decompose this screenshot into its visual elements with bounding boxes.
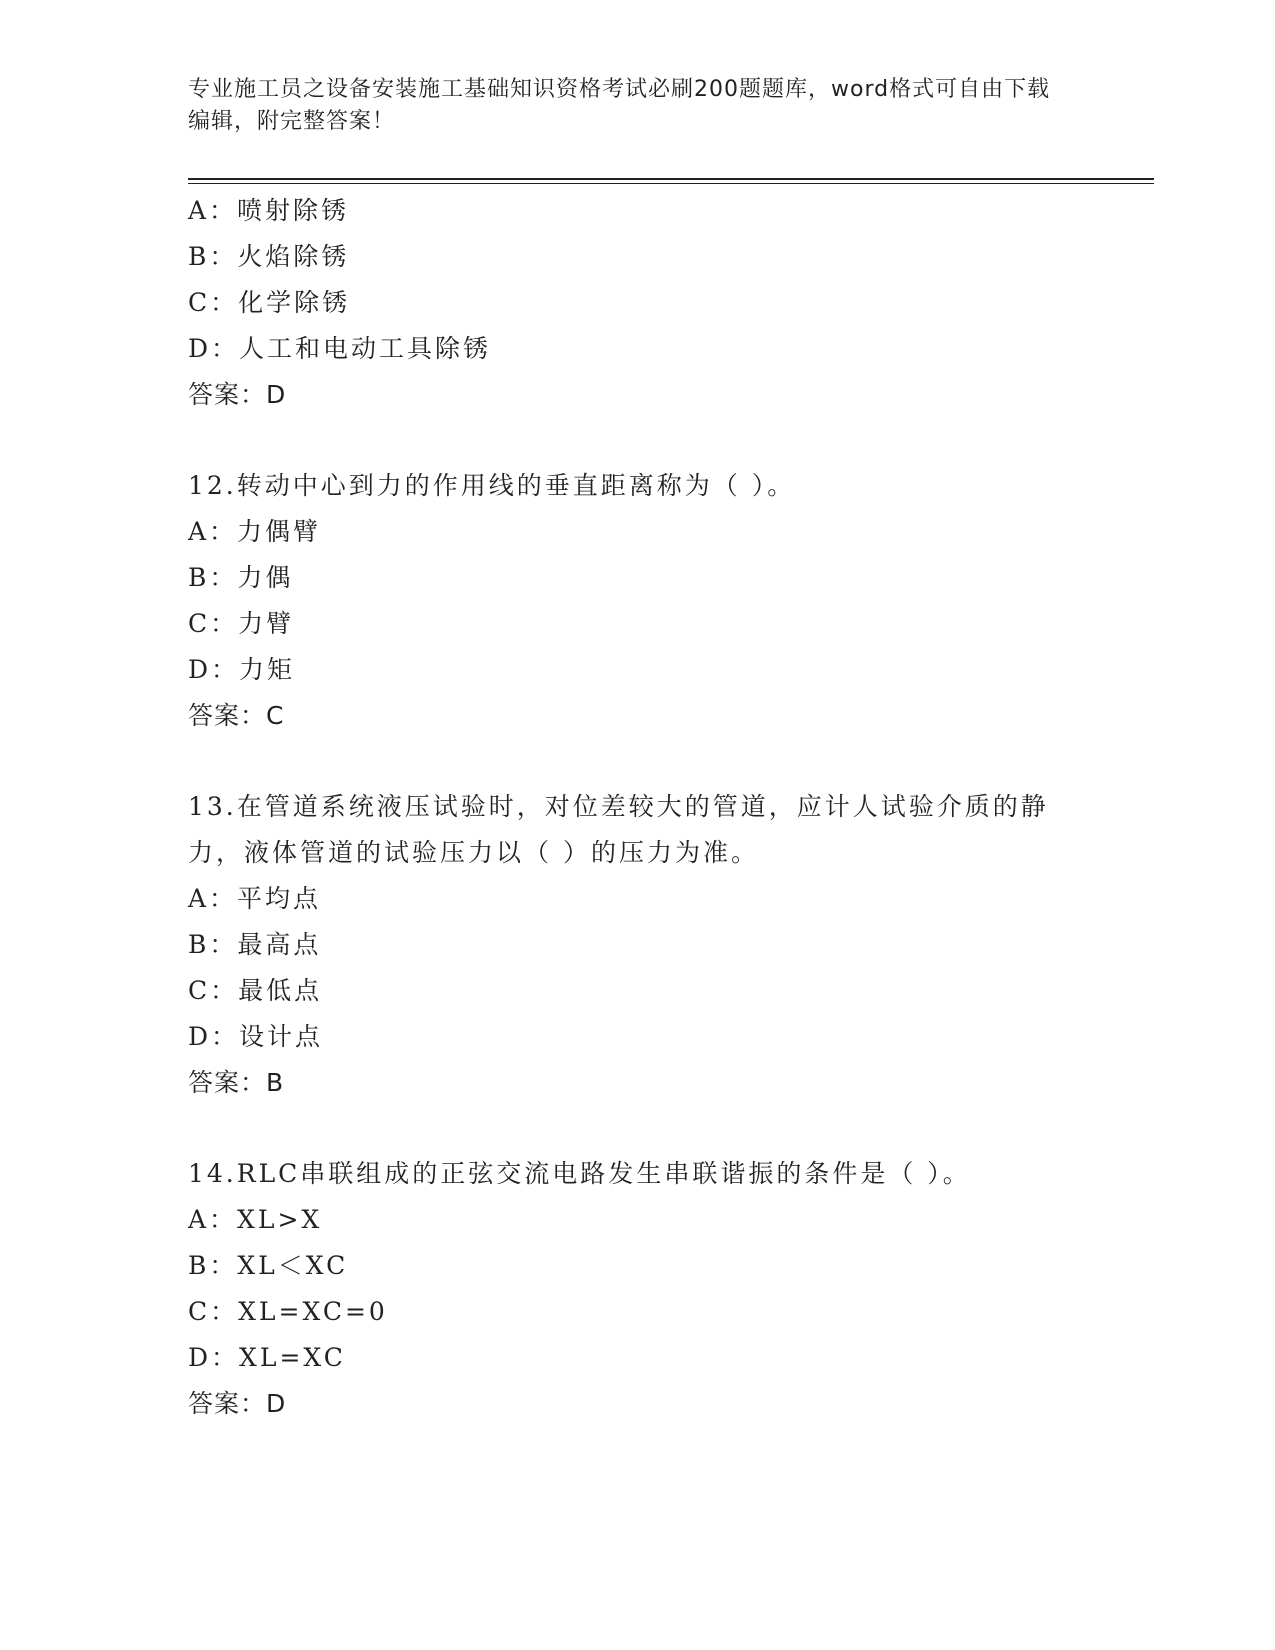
option-a: A：喷射除锈: [188, 196, 350, 225]
answer-line: 答案：D: [188, 1389, 287, 1418]
option-d: D：XL=XC: [188, 1343, 346, 1372]
option-b: B：XL＜XC: [188, 1251, 349, 1280]
question-block-13: [188, 784, 1088, 1106]
option-d: D：人工和电动工具除锈: [188, 334, 492, 363]
answer-line: 答案：C: [188, 701, 285, 730]
option-c: C：XL=XC=0: [188, 1297, 388, 1326]
option-a: A：XL>X: [188, 1205, 323, 1234]
header-rule-thick: [188, 178, 1154, 180]
answer-line: 答案：B: [188, 1068, 285, 1097]
option-d: D：力矩: [188, 655, 296, 684]
prev-question-block: [188, 188, 1088, 418]
question-content: [188, 188, 1088, 1427]
question-block-12: [188, 463, 1088, 739]
option-b: B：最高点: [188, 930, 322, 959]
header-rule-thin: [188, 183, 1154, 184]
option-b: B：火焰除锈: [188, 242, 350, 271]
question-block-14: [188, 1151, 1088, 1427]
option-c: C：化学除锈: [188, 288, 351, 317]
question-text: 14.RLC串联组成的正弦交流电路发生串联谐振的条件是（ ）。: [188, 1159, 971, 1188]
question-text: 13.在管道系统液压试验时，对位差较大的管道，应计人试验介质的静力，液体管道的试验压力以（ ）的压力为准。: [188, 792, 1049, 867]
option-d: D：设计点: [188, 1022, 324, 1051]
option-c: C：最低点: [188, 976, 323, 1005]
option-a: A：平均点: [188, 884, 322, 913]
answer-line: 答案：D: [188, 380, 287, 409]
option-a: A：力偶臂: [188, 517, 322, 546]
option-b: B：力偶: [188, 563, 294, 592]
option-c: C：力臂: [188, 609, 295, 638]
question-text: 12.转动中心到力的作用线的垂直距离称为（ ）。: [188, 471, 796, 500]
document-header: 专业施工员之设备安装施工基础知识资格考试必刷200题题库，word格式可自由下载编辑，附完整答案！: [188, 77, 1051, 134]
